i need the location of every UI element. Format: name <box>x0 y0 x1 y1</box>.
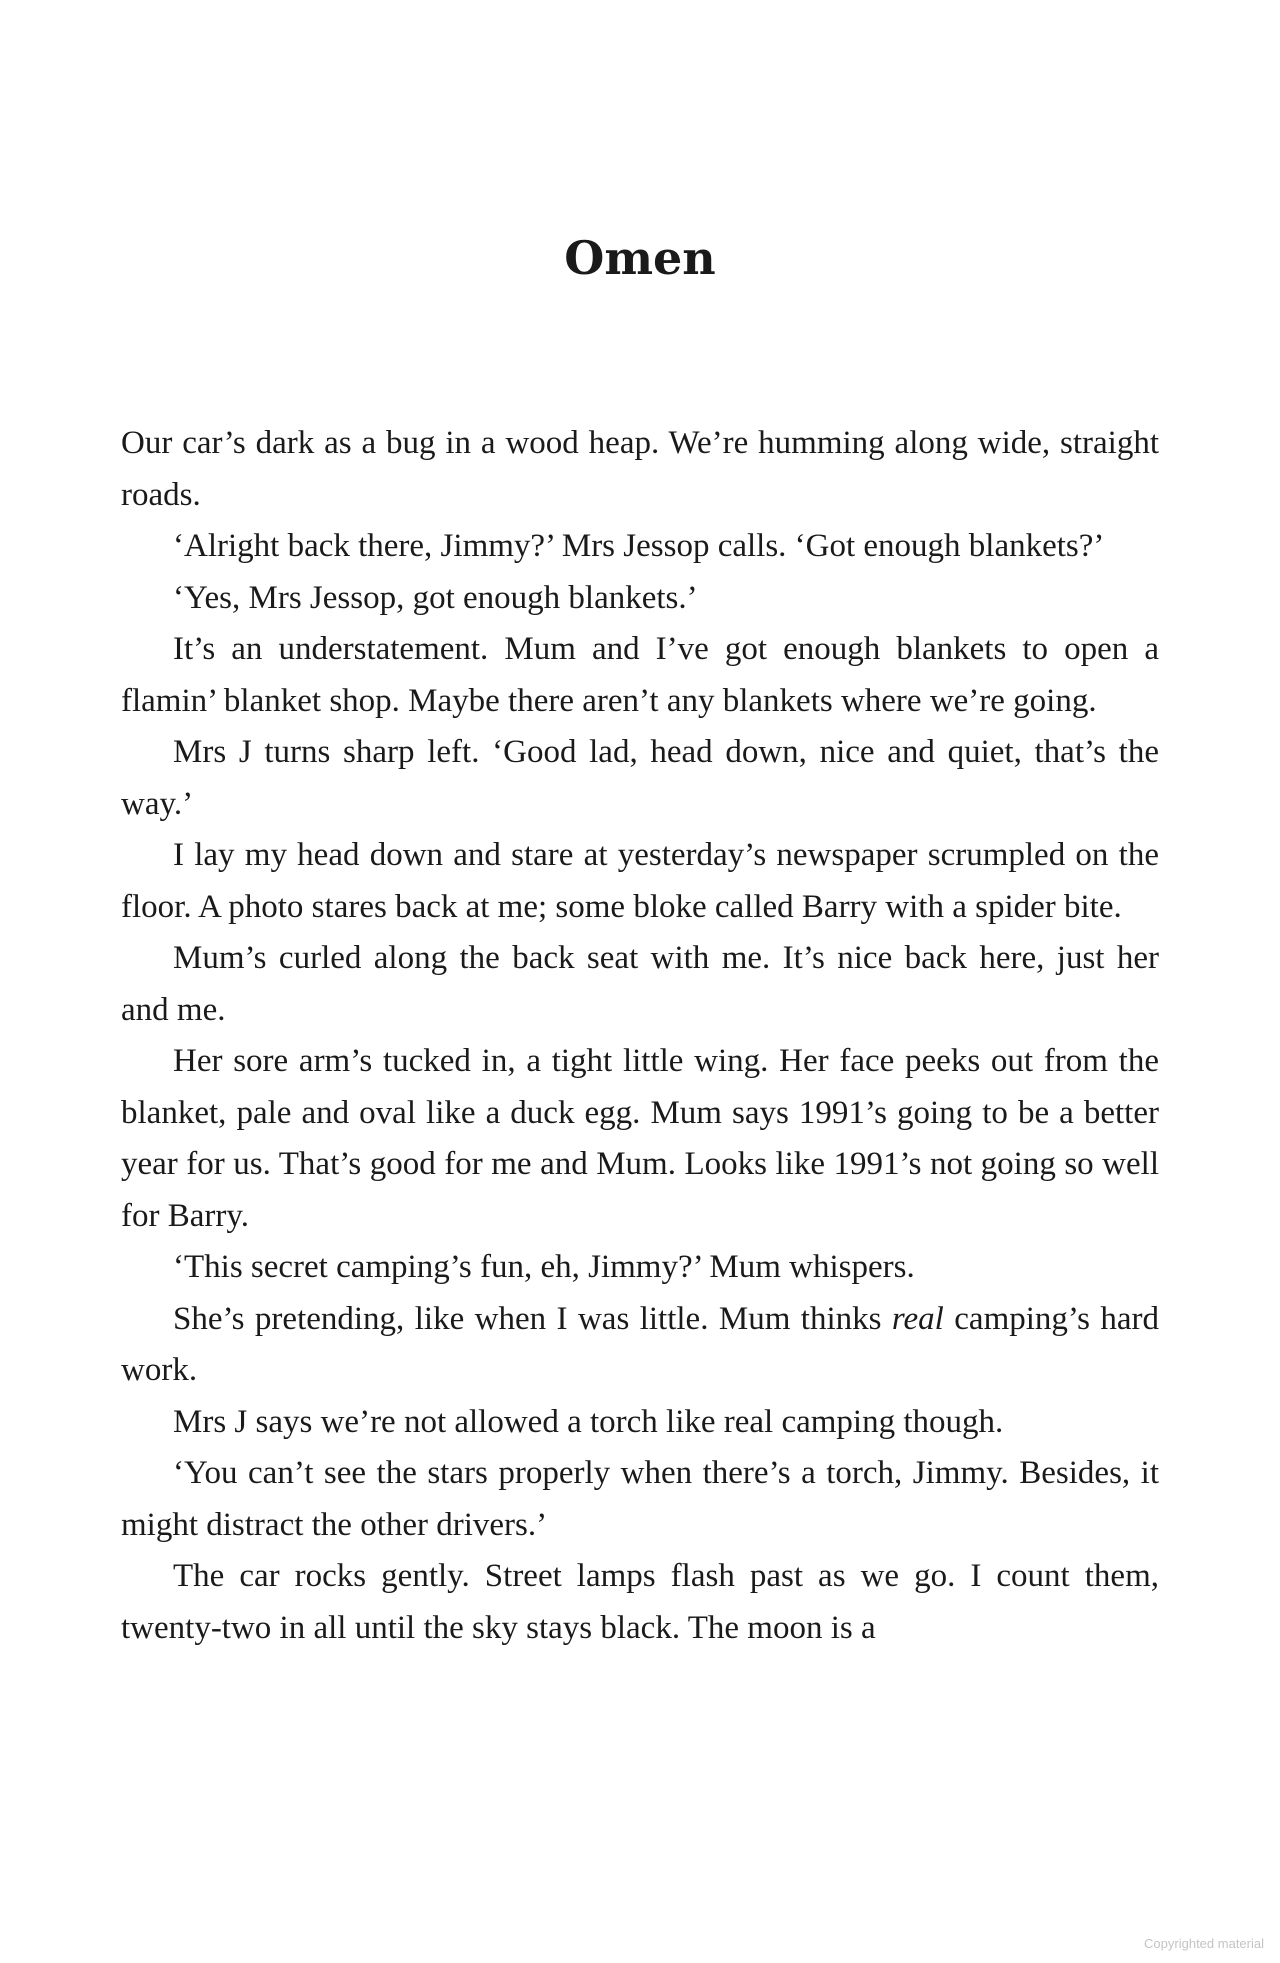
paragraph: I lay my head down and stare at yesterday’s newspaper scrumpled on the floor. A photo stares back at me; some bloke called Barry with a spider bite. <box>121 837 1159 925</box>
paragraph: ‘This secret camping’s fun, eh, Jimmy?’ Mum whispers. <box>173 1249 915 1285</box>
paragraph: ‘Yes, Mrs Jessop, got enough blankets.’ <box>173 579 698 616</box>
paragraph-text: She’s pretending, like when I was little. Mum thinks <box>173 1300 892 1337</box>
paragraph: Mrs J turns sharp left. ‘Good lad, head down, nice and quiet, that’s the way.’ <box>121 734 1159 822</box>
paragraph: ‘You can’t see the stars properly when there’s a torch, Jimmy. Besides, it might distract the other drivers.’ <box>121 1455 1159 1543</box>
paragraph: Mum’s curled along the back seat with me. It’s nice back here, just her and me. <box>121 940 1159 1028</box>
chapter-body <box>121 418 1159 1654</box>
paragraph: ‘Alright back there, Jimmy?’ Mrs Jessop calls. ‘Got enough blankets?’ <box>173 528 1105 564</box>
paragraph <box>121 1294 1159 1397</box>
paragraph: It’s an understatement. Mum and I’ve got enough blankets to open a flamin’ blanket shop. Maybe there aren’t any blankets where we’re going. <box>121 631 1159 719</box>
paragraph: Her sore arm’s tucked in, a tight little wing. Her face peeks out from the blanket, pale and oval like a duck egg. Mum says 1991’s going to be a better year for us. That’s good for me and Mum. Looks like 1991’s not going so well for Barry. <box>121 1043 1159 1234</box>
paragraph-text: camping’s hard work. <box>121 1300 1159 1388</box>
paragraph: Mrs J says we’re not allowed a torch like real camping though. <box>173 1403 1004 1440</box>
emphasis-text: real <box>891 1300 944 1337</box>
copyright-watermark: Copyrighted material <box>1144 1936 1264 1951</box>
paragraph: The car rocks gently. Street lamps flash past as we go. I count them, twenty-two in all until the sky stays black. The moon is a <box>121 1558 1159 1646</box>
chapter-title: Omen <box>564 231 716 285</box>
paragraph: Our car’s dark as a bug in a wood heap. We’re humming along wide, straight roads. <box>121 425 1159 513</box>
